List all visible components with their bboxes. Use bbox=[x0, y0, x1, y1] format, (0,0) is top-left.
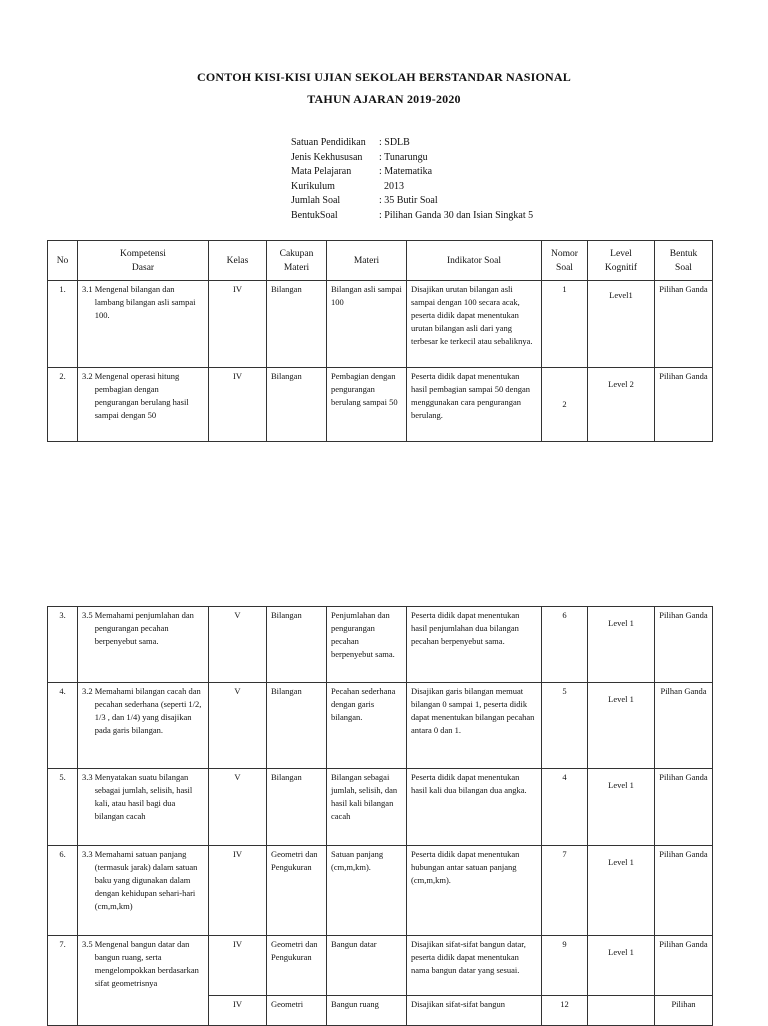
info-row-bentuk: BentukSoal : Pilihan Ganda 30 dan Isian Singkat 5 bbox=[291, 209, 534, 221]
document-title: CONTOH KISI-KISI UJIAN SEKOLAH BERSTANDAR NASIONAL bbox=[197, 70, 571, 84]
header-kelas: Kelas bbox=[209, 241, 267, 281]
info-row-kurikulum: Kurikulum 2013 bbox=[291, 180, 404, 192]
document-info bbox=[291, 136, 533, 223]
table-row: 1. 3.1 Mengenal bilangan dan lambang bilangan asli sampai 100. IV Bilangan Bilangan asli sampai 100 Disajikan urutan bilangan asli sampai dengan 100 secara acak, peserta didik dapat menentukan urutan bilangan asli dari yang terbesar ke terkecil atau sebaliknya. 1 Level1 Pilihan Ganda bbox=[48, 281, 713, 368]
document-subtitle: TAHUN AJARAN 2019-2020 bbox=[307, 92, 461, 106]
header-no: No bbox=[48, 241, 78, 281]
table-row: 6. 3.3 Memahami satuan panjang (termasuk jarak) dalam satuan baku yang digunakan dalam dengan kehidupan sehari-hari (cm,m,km) IV Geometri dan Pengukuran Satuan panjang (cm,m,km). Peserta didik dapat menentukan hubungan antar satuan panjang (cm,m,km). 7 Level 1 Pilihan Ganda bbox=[48, 846, 713, 936]
header-bentuk-soal: Bentuk Soal bbox=[655, 241, 713, 281]
table-row: 3. 3.5 Memahami penjumlahan dan pengurangan pecahan berpenyebut sama. V Bilangan Penjumlahan dan pengurangan pecahan berpenyebut sama. Peserta didik dapat menentukan hasil penjumlahan dua bilangan pecahan berpenyebut sama. 6 Level 1 Pilihan Ganda bbox=[48, 607, 713, 683]
header-nomor-soal: Nomor Soal bbox=[542, 241, 588, 281]
table-row: 7. 3.5 Mengenal bangun datar dan bangun ruang, serta mengelompokkan berdasarkan sifat geometrisnya IV Geometri dan Pengukuran Bangun datar Disajikan sifat-sifat bangun datar, peserta didik dapat menentukan nama bangun datar yang sesuai. 9 Level 1 Pilihan Ganda bbox=[48, 936, 713, 996]
header-indikator: Indikator Soal bbox=[407, 241, 542, 281]
table-row: 2. 3.2 Mengenal operasi hitung pembagian dengan pengurangan berulang hasil sampai dengan 50 IV Bilangan Pembagian dengan pengurangan berulang sampai 50 Peserta didik dapat menentukan hasil pembagian sampai 50 dengan menggunakan cara pengurangan berulang. 2 Level 2 Pilihan Ganda bbox=[48, 368, 713, 442]
kisi-kisi-table-1 bbox=[47, 240, 713, 442]
table-row: 4. 3.2 Memahami bilangan cacah dan pecahan sederhana (seperti 1/2, 1/3 , dan 1/4) yang disajikan pada garis bilangan. V Bilangan Pecahan sederhana dengan garis bilangan. Disajikan garis bilangan memuat bilangan 0 sampai 1, peserta didik dapat menentukan bilangan pecahan antara 0 dan 1. 5 Level 1 Pilhan Ganda bbox=[48, 683, 713, 769]
kisi-kisi-table-2 bbox=[47, 606, 713, 1026]
info-row-satuan: Satuan Pendidikan : SDLB bbox=[291, 137, 410, 148]
header-materi: Materi bbox=[327, 241, 407, 281]
table-header-row bbox=[48, 241, 713, 281]
table-row: IV Geometri Bangun ruang Disajikan sifat-sifat bangun 12 Pilihan bbox=[48, 996, 713, 1026]
info-row-jumlah: Jumlah Soal : 35 Butir Soal bbox=[291, 195, 438, 206]
header-cakupan-materi: Cakupan Materi bbox=[267, 241, 327, 281]
table-row: 5. 3.3 Menyatakan suatu bilangan sebagai jumlah, selisih, hasil kali, atau hasil bagi dua bilangan cacah V Bilangan Bilangan sebagai jumlah, selisih, dan hasil kali bilangan cacah Peserta didik dapat menentukan hasil kali dua bilangan dua angka. 4 Level 1 Pilihan Ganda bbox=[48, 769, 713, 846]
info-row-mapel: Mata Pelajaran : Matematika bbox=[291, 166, 433, 177]
info-row-jenis: Jenis Kekhususan : Tunarungu bbox=[291, 151, 428, 163]
header-level-kognitif: Level Kognitif bbox=[588, 241, 655, 281]
header-kompetensi-dasar: Kompetensi Dasar bbox=[78, 241, 209, 281]
